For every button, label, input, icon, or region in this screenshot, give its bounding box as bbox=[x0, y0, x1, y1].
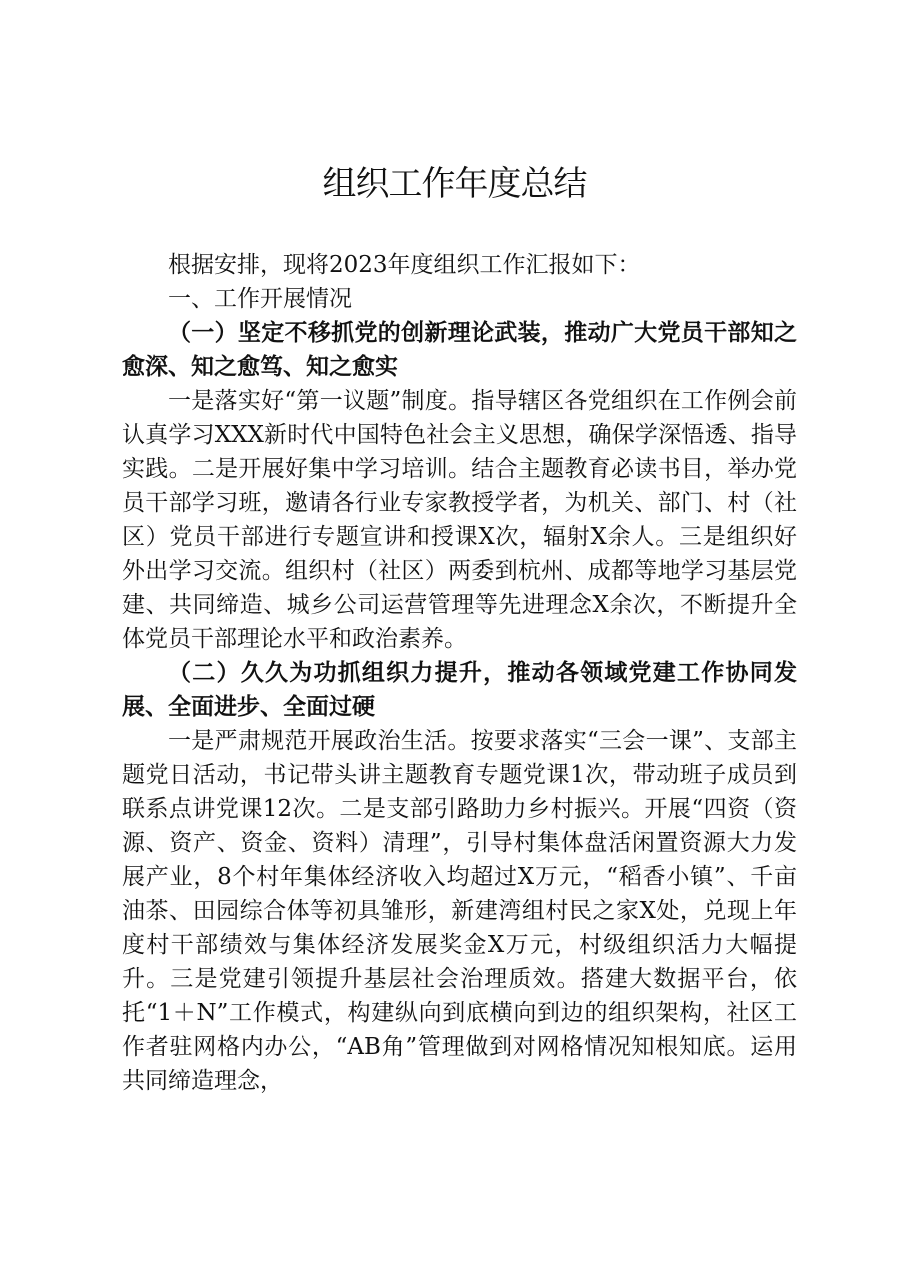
section-heading-1: 一、工作开展情况 bbox=[168, 286, 352, 312]
intro-paragraph: 根据安排，现将2023年度组织工作汇报如下： bbox=[168, 252, 641, 278]
document-title: 组织工作年度总结 bbox=[322, 164, 587, 204]
subsection-body-2: 一是严肃规范开展政治生活。按要求落实“三会一课”、支部主题党日活动，书记带头讲主题教育专题党课1次，带动班子成员到联系点讲党课12次。二是支部引路助力乡村振兴。开展“四资（资源、资产、资金、资料）清理”，引导村集体盘活闲置资源大力发展产业，8个村年集体经济收入均超过X万元，“稻香小镇”、千亩油茶、田园综合体等初具雏形，新建湾组村民之家X处，兑现上年度村干部绩效与集体经济发展奖金X万元，村级组织活力大幅提升。三是党建引领提升基层社会治理质效。搭建大数据平台，依托“1＋N”工作模式，构建纵向到底横向到边的组织架构，社区工作者驻网格内办公，“AB角”管理做到对网格情况知根知底。运用共同缔造理念， bbox=[122, 728, 797, 1094]
subsection-body-1: 一是落实好“第一议题”制度。指导辖区各党组织在工作例会前认真学习XXX新时代中国特色社会主义思想，确保学深悟透、指导实践。二是开展好集中学习培训。结合主题教育必读书目，举办党员干部学习班，邀请各行业专家教授学者，为机关、部门、村（社区）党员干部进行专题宣讲和授课X次，辐射X余人。三是组织好外出学习交流。组织村（社区）两委到杭州、成都等地学习基层党建、共同缔造、城乡公司运营管理等先进理念X余次，不断提升全体党员干部理论水平和政治素养。 bbox=[122, 388, 797, 652]
subsection-heading-1: （一）坚定不移抓党的创新理论武装，推动广大党员干部知之愈深、知之愈笃、知之愈实 bbox=[122, 319, 797, 380]
document-body bbox=[122, 248, 797, 1098]
subsection-heading-2: （二）久久为功抓组织力提升，推动各领域党建工作协同发展、全面进步、全面过硬 bbox=[122, 659, 797, 720]
